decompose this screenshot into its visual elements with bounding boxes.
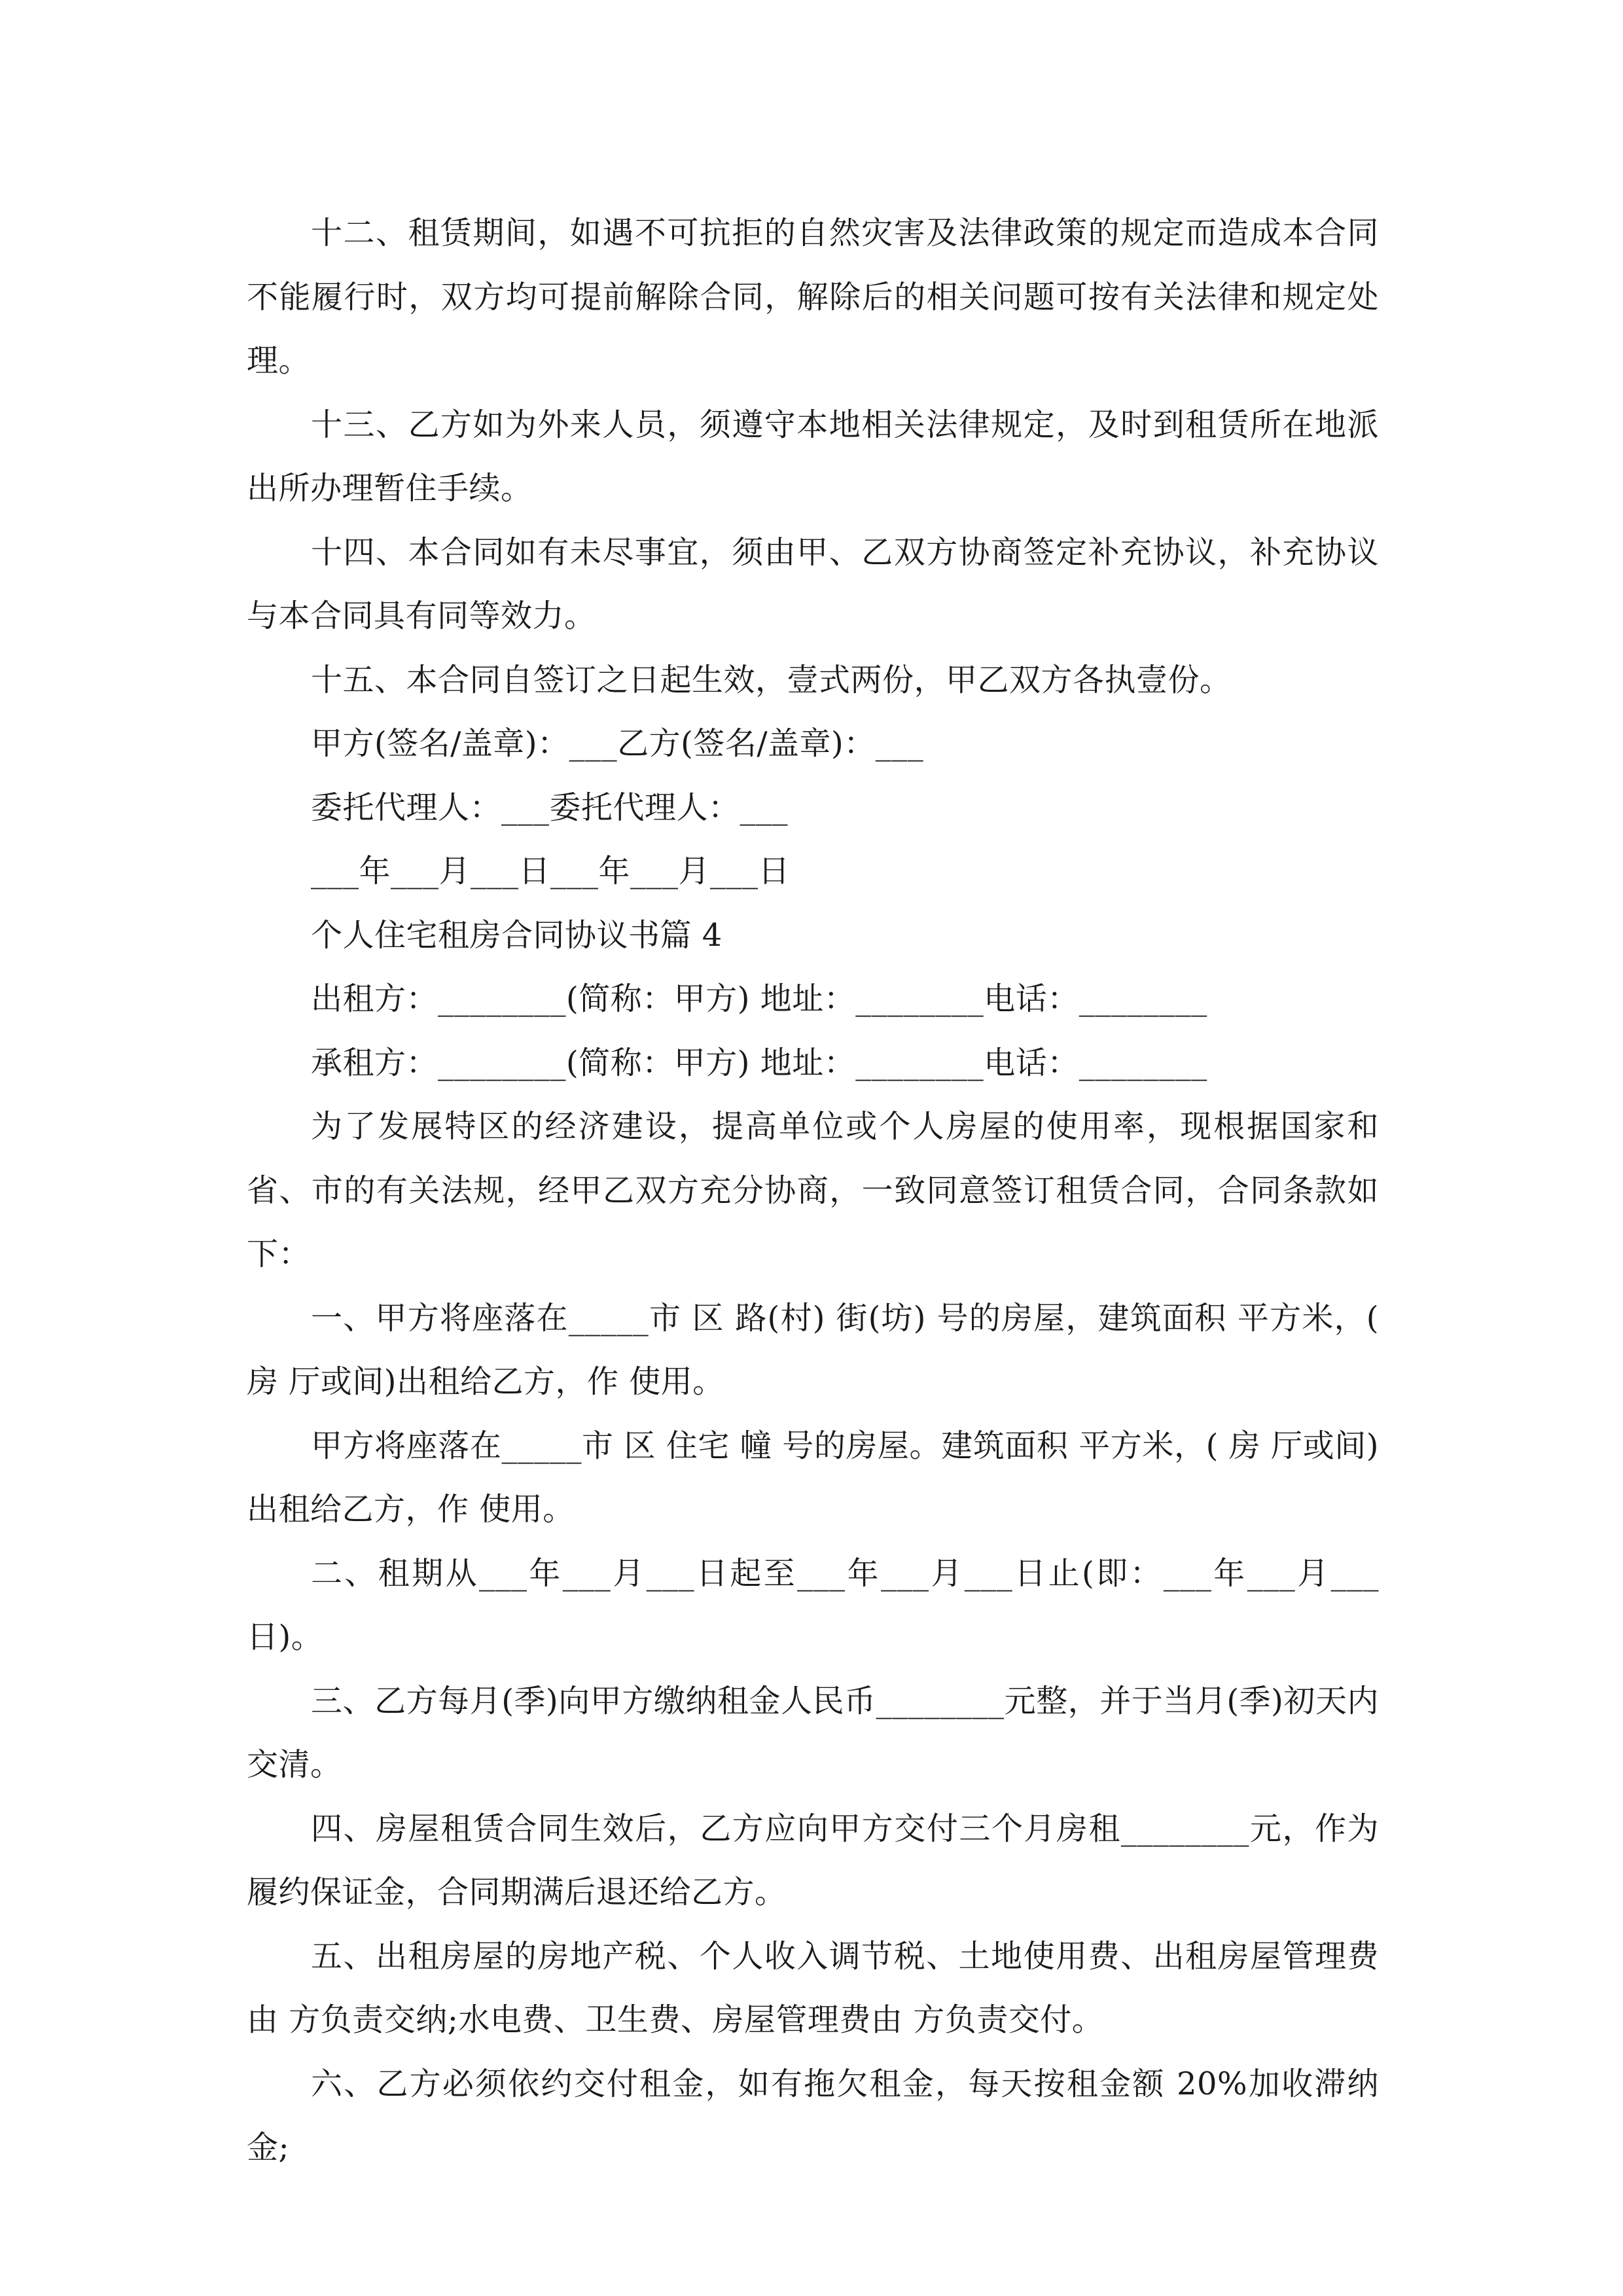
clause-1-alt: 甲方将座落在_____市 区 住宅 幢 号的房屋。建筑面积 平方米，( 房 厅或间)出租给乙方，作 使用。 <box>247 1427 1379 1528</box>
clause-15: 十五、本合同自签订之日起生效，壹式两份，甲乙双方各执壹份。 <box>311 661 1232 698</box>
clause-6: 六、乙方必须依约交付租金，如有拖欠租金，每天按租金额 20%加收滞纳金; <box>247 2065 1379 2166</box>
preamble: 为了发展特区的经济建设，提高单位或个人房屋的使用率，现根据国家和省、市的有关法规，经甲乙双方充分协商，一致同意签订租赁合同，合同条款如下： <box>247 1108 1379 1272</box>
section-title: 个人住宅租房合同协议书篇 4 <box>311 916 722 954</box>
lessee-line: 承租方：________(简称：甲方) 地址：________电话：________ <box>311 1044 1207 1081</box>
signature-line-dates: ___年___月___日___年___月___日 <box>311 853 791 889</box>
lessor-line: 出租方：________(简称：甲方) 地址：________电话：________ <box>311 980 1207 1017</box>
clause-2: 二、租期从___年___月___日起至___年___月___日止(即：___年___月___日)。 <box>247 1554 1379 1655</box>
clause-14: 十四、本合同如有未尽事宜，须由甲、乙双方协商签定补充协议，补充协议与本合同具有同等效力。 <box>247 533 1379 634</box>
signature-line-parties: 甲方(签名/盖章)：___乙方(签名/盖章)：___ <box>311 725 924 762</box>
document-body <box>247 202 1379 2180</box>
clause-3: 三、乙方每月(季)向甲方缴纳租金人民币________元整，并于当月(季)初天内交清。 <box>247 1682 1379 1783</box>
clause-4: 四、房屋租赁合同生效后，乙方应向甲方交付三个月房租________元，作为履约保证金，合同期满后退还给乙方。 <box>247 1810 1379 1910</box>
clause-5: 五、出租房屋的房地产税、个人收入调节税、土地使用费、出租房屋管理费由 方负责交纳;水电费、卫生费、房屋管理费由 方负责交付。 <box>247 1937 1379 2038</box>
clause-1: 一、甲方将座落在_____市 区 路(村) 街(坊) 号的房屋，建筑面积 平方米，( 房 厅或间)出租给乙方，作 使用。 <box>247 1299 1379 1400</box>
clause-12: 十二、租赁期间，如遇不可抗拒的自然灾害及法律政策的规定而造成本合同不能履行时，双方均可提前解除合同，解除后的相关问题可按有关法律和规定处理。 <box>247 215 1379 379</box>
signature-line-agents: 委托代理人：___委托代理人：___ <box>311 789 789 826</box>
clause-13: 十三、乙方如为外来人员，须遵守本地相关法律规定，及时到租赁所在地派出所办理暂住手续。 <box>247 406 1379 507</box>
